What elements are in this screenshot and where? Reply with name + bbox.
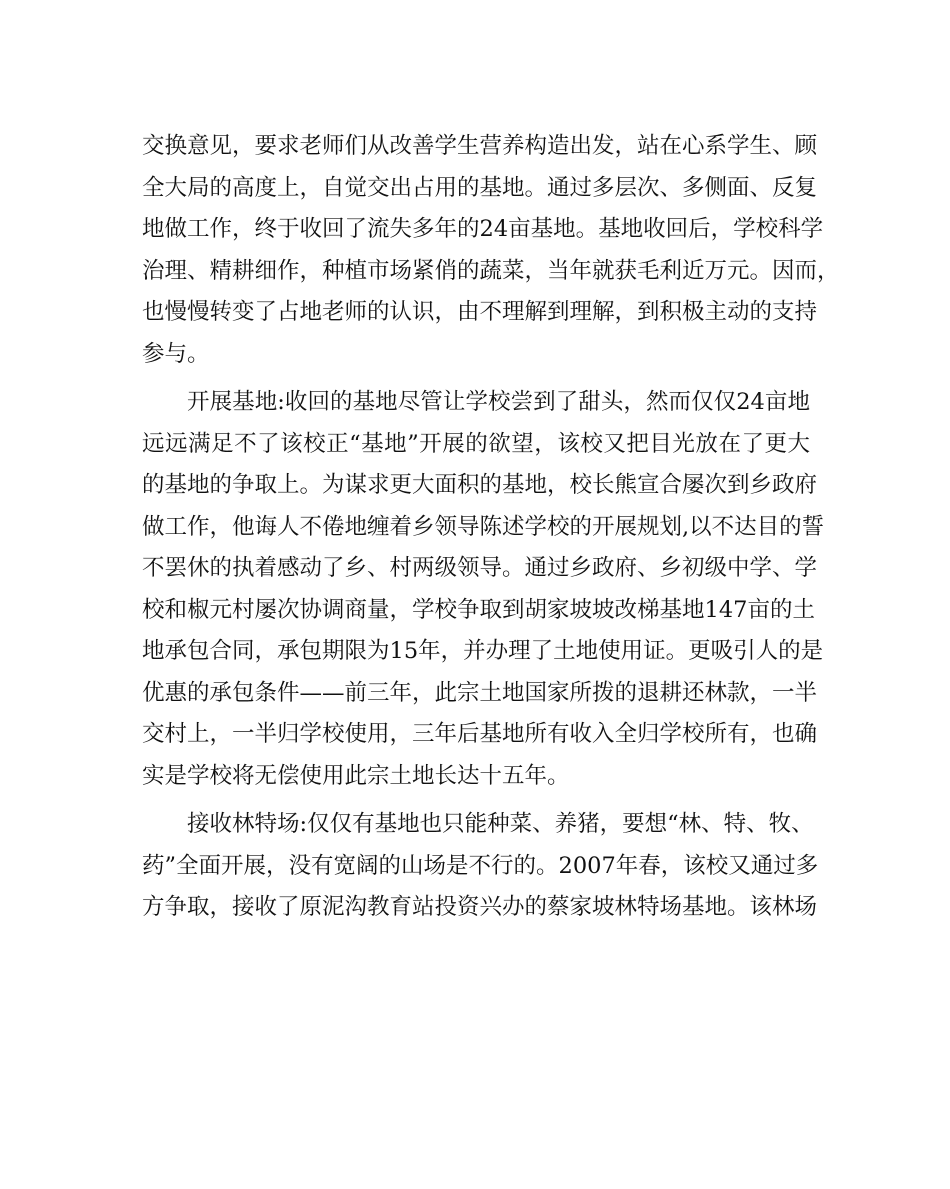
paragraph-2 <box>142 382 825 797</box>
text-line: 校和椒元村屡次协调商量，学校争取到胡家坡坡改梯基地147亩的土 <box>142 596 815 623</box>
text-line: 地承包合同，承包期限为15年，并办理了土地使用证。更吸引人的是 <box>142 638 824 664</box>
text-line: 开展基地:收回的基地尽管让学校尝到了甜头，然而仅仅24亩地 <box>187 389 810 415</box>
text-line: 不罢休的执着感动了乡、村两级领导。通过乡政府、乡初级中学、学 <box>142 555 818 581</box>
text-line: 交村上，一半归学校使用，三年后基地所有收入全归学校所有，也确 <box>142 721 818 747</box>
paragraph-1 <box>142 126 840 375</box>
text-line: 做工作，他诲人不倦地缠着乡领导陈述学校的开展规划,以不达目的誓 <box>142 513 825 540</box>
text-line: 优惠的承包条件——前三年，此宗土地国家所拨的退耕还林款，一半 <box>142 679 818 706</box>
document-body <box>142 126 840 936</box>
text-line: 接收林特场:仅仅有基地也只能种菜、养猪，要想“林、特、牧、 <box>187 811 814 837</box>
paragraph-3 <box>142 804 819 929</box>
text-line: 也慢慢转变了占地老师的认识，由不理解到理解，到积极主动的支持 <box>142 299 818 325</box>
text-line: 治理、精耕细作，种植市场紧俏的蔬菜，当年就获毛利近万元。因而， <box>142 257 840 284</box>
text-line: 的基地的争取上。为谋求更大面积的基地，校长熊宣合屡次到乡政府 <box>142 472 818 498</box>
text-line: 交换意见，要求老师们从改善学生营养构造出发，站在心系学生、顾 <box>142 133 818 159</box>
text-line: 实是学校将无偿使用此宗土地长达十五年。 <box>142 762 570 789</box>
text-line: 全大局的高度上，自觉交出占用的基地。通过多层次、多侧面、反复 <box>142 174 818 201</box>
text-line: 远远满足不了该校正“基地”开展的欲望，该校又把目光放在了更大 <box>142 430 810 457</box>
text-line: 药”全面开展，没有宽阔的山场是不行的。2007年春，该校又通过多 <box>142 852 819 879</box>
text-line: 地做工作，终于收回了流失多年的24亩基地。基地收回后，学校科学 <box>142 216 824 242</box>
text-line: 参与。 <box>142 340 210 367</box>
text-line: 方争取，接收了原泥沟教育站投资兴办的蔡家坡林特场基地。该林场 <box>142 894 818 920</box>
